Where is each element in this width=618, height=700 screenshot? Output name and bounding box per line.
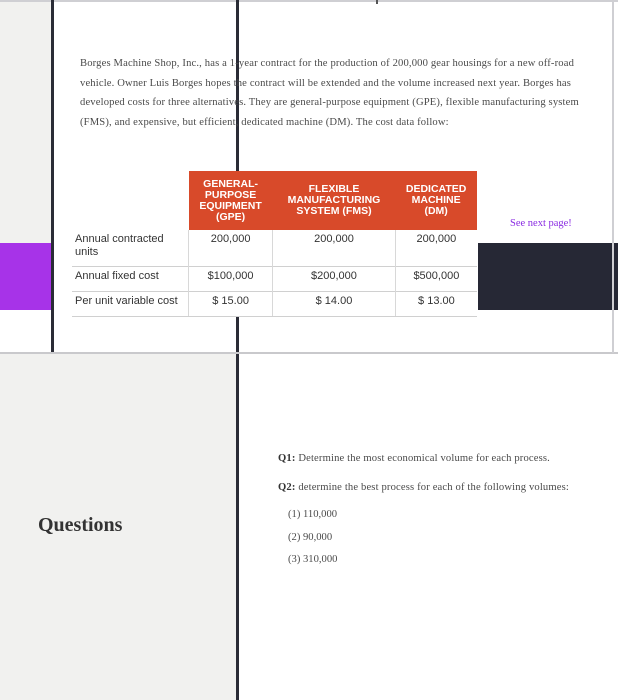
question-1: [278, 449, 578, 469]
top-border: [0, 0, 618, 2]
left-margin-white: [0, 310, 52, 353]
questions-heading: Questions: [38, 514, 123, 536]
volume-item: (2) 90,000: [288, 531, 333, 543]
row-label: Annual fixed cost: [72, 267, 189, 292]
cell-value: $ 13.00: [395, 292, 477, 317]
cell-value: $100,000: [189, 267, 273, 292]
see-next-page-note: See next page!: [510, 218, 572, 229]
question-1-label: Q1:: [278, 453, 296, 464]
cost-data-table: [72, 171, 477, 317]
cell-value: $ 15.00: [189, 292, 273, 317]
table-corner: [72, 171, 189, 230]
question-2-label: Q2:: [278, 481, 296, 493]
question-2-text: determine the best process for each of the following volumes:: [295, 481, 569, 493]
cell-value: $500,000: [395, 267, 477, 292]
left-margin-panel: [0, 0, 52, 243]
table-row: [72, 230, 477, 267]
problem-statement: Borges Machine Shop, Inc., has a 1-year contract for the production of 200,000 gear housings for a new off-road vehicle. Owner Luis Borges hopes the contract will be extended and the volume increased next year. Borges has developed costs for three alternatives. They are general-purpose equipment (GPE), flexible manufacturing system (FMS), and expensive, but efficient, dedicated machine (DM). The cost data follow:: [80, 58, 579, 128]
volume-item: (3) 310,000: [288, 554, 338, 565]
row-label: Annual contracted units: [72, 230, 189, 267]
cell-value: 200,000: [273, 230, 396, 267]
horizontal-divider: [0, 352, 618, 354]
cell-value: $ 14.00: [273, 292, 396, 317]
header-fms: FLEXIBLE MANUFACTURING SYSTEM (FMS): [273, 171, 396, 230]
row-label: Per unit variable cost: [72, 292, 189, 317]
cell-value: $200,000: [273, 267, 396, 292]
volume-item: (1) 110,000: [288, 509, 338, 520]
questions-list: [278, 449, 578, 576]
table-row: [72, 292, 477, 317]
header-dm: DEDICATED MACHINE (DM): [395, 171, 477, 230]
top-tick: [376, 0, 378, 4]
right-border: [612, 0, 614, 353]
cell-value: 200,000: [189, 230, 273, 267]
header-gpe: GENERAL- PURPOSE EQUIPMENT (GPE): [189, 171, 273, 230]
question-1-text: Determine the most economical volume for each process.: [295, 453, 550, 464]
purple-accent-block: [0, 243, 52, 310]
cell-value: 200,000: [395, 230, 477, 267]
dark-accent-block: [478, 243, 618, 310]
table-row: [72, 267, 477, 292]
left-divider: [51, 0, 54, 353]
question-2: [278, 478, 578, 498]
table-header-row: [72, 171, 477, 230]
